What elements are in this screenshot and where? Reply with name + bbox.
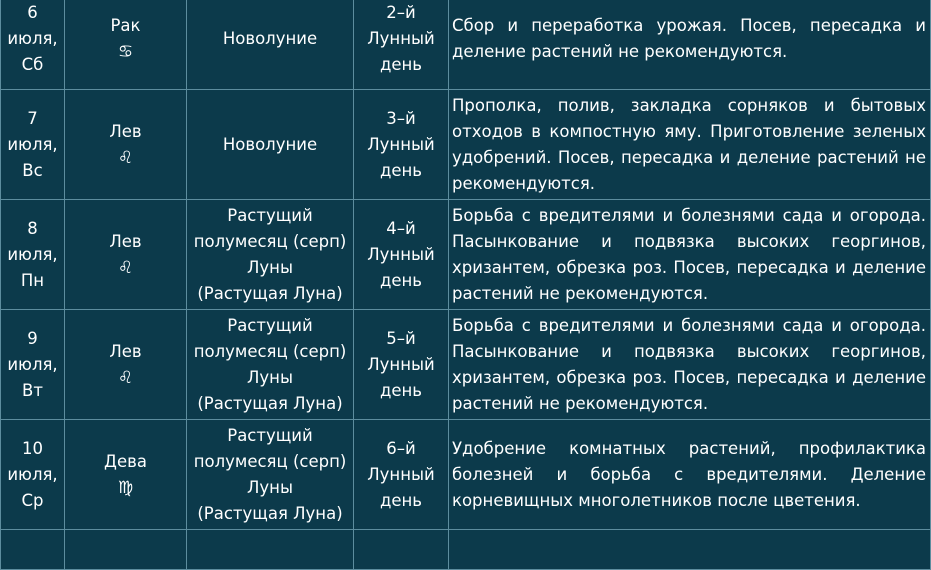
description-cell: Борьба с вредителями и болезнями сада и огорода. Пасынкование и подвязка высоких георгинов, хризантем, обрезка роз. Посев, пересадка и деление растений не рекомендуются. (449, 200, 931, 310)
lunar-day-word: день (379, 55, 423, 74)
moon-phase-line: Новолуние (222, 29, 318, 48)
table-row (1, 0, 931, 90)
description-cell: Прополка, полив, закладка сорняков и бытовых отходов в компостную яму. Приготовление зеленых удобрений. Посев, пересадка и деление растений не рекомендуются. (449, 90, 931, 200)
description-cell (449, 530, 931, 570)
leo-icon: ♌ (117, 257, 134, 278)
date-day: 6 (27, 3, 38, 22)
lunar-day-label: Лунный (367, 29, 435, 48)
moon-phase-cell (187, 90, 354, 200)
zodiac-sign-name: Лев (109, 231, 142, 251)
moon-phase-cell (187, 200, 354, 310)
lunar-day-cell (354, 530, 449, 570)
moon-phase-line: Луны (247, 257, 293, 277)
date-month: июля, (7, 354, 58, 374)
date-cell (1, 200, 65, 310)
description-cell: Удобрение комнатных растений, профилактика болезней и борьба с вредителями. Деление корневищных многолетников после цветения. (449, 420, 931, 530)
date-weekday: Сб (21, 55, 44, 74)
date-cell (1, 0, 65, 90)
date-month: июля, (7, 134, 58, 154)
moon-phase-line: Растущий (227, 315, 313, 335)
date-weekday: Вс (22, 160, 43, 180)
moon-phase-line: Растущий (227, 205, 313, 225)
moon-phase-line: Луны (247, 477, 293, 497)
moon-phase-line: полумесяц (серп) (193, 451, 347, 471)
table-row (1, 200, 931, 310)
moon-phase-cell (187, 420, 354, 530)
zodiac-cell (65, 310, 187, 420)
leo-icon: ♌ (117, 367, 134, 388)
lunar-day-number: 3–й (386, 108, 416, 128)
date-day: 7 (27, 108, 38, 128)
moon-phase-line: (Растущая Луна) (197, 283, 343, 303)
date-month: июля, (7, 464, 58, 484)
table-row (1, 310, 931, 420)
leo-icon: ♌ (117, 147, 134, 168)
lunar-day-word: день (379, 270, 423, 290)
moon-phase-cell (187, 530, 354, 570)
lunar-day-label: Лунный (367, 244, 435, 264)
moon-phase-line: Луны (247, 367, 293, 387)
zodiac-cell (65, 90, 187, 200)
moon-phase-line: Растущий (227, 425, 313, 445)
zodiac-sign-name: Дева (104, 451, 147, 471)
date-cell (1, 420, 65, 530)
table-row-partial (1, 530, 931, 570)
moon-phase-line: полумесяц (серп) (193, 231, 347, 251)
lunar-day-cell (354, 90, 449, 200)
lunar-day-label: Лунный (367, 134, 435, 154)
zodiac-sign-name: Рак (110, 16, 141, 35)
zodiac-cell (65, 200, 187, 310)
moon-phase-line: Новолуние (222, 134, 318, 154)
virgo-icon: ♍ (117, 477, 134, 498)
date-cell (1, 310, 65, 420)
date-month: июля, (7, 29, 58, 48)
lunar-day-cell (354, 310, 449, 420)
zodiac-cell (65, 530, 187, 570)
lunar-day-cell (354, 200, 449, 310)
lunar-day-word: день (379, 160, 423, 180)
zodiac-cell (65, 420, 187, 530)
description-cell: Сбор и переработка урожая. Посев, пересадка и деление растений не рекомендуются. (449, 0, 931, 90)
date-day: 9 (27, 328, 38, 348)
table-row (1, 90, 931, 200)
lunar-day-word: день (379, 380, 423, 400)
zodiac-sign-name: Лев (109, 341, 142, 361)
date-cell (1, 530, 65, 570)
date-day: 8 (27, 218, 38, 238)
moon-phase-line: полумесяц (серп) (193, 341, 347, 361)
date-month: июля, (7, 244, 58, 264)
lunar-day-word: день (379, 490, 423, 510)
description-cell: Борьба с вредителями и болезнями сада и огорода. Пасынкование и подвязка высоких георгинов, хризантем, обрезка роз. Посев, пересадка и деление растений не рекомендуются. (449, 310, 931, 420)
date-weekday: Ср (21, 490, 44, 510)
date-day: 10 (22, 438, 43, 458)
lunar-day-number: 6–й (386, 438, 416, 458)
zodiac-sign-name: Лев (109, 121, 142, 141)
lunar-day-cell (354, 420, 449, 530)
lunar-day-number: 4–й (386, 218, 416, 238)
date-weekday: Вт (22, 380, 43, 400)
moon-phase-cell (187, 0, 354, 90)
lunar-day-number: 5–й (386, 328, 416, 348)
lunar-day-label: Лунный (367, 464, 435, 484)
lunar-day-number: 2–й (386, 3, 416, 22)
moon-phase-line: (Растущая Луна) (197, 393, 343, 413)
moon-phase-cell (187, 310, 354, 420)
date-cell (1, 90, 65, 200)
lunar-day-cell (354, 0, 449, 90)
table-row (1, 420, 931, 530)
cancer-icon: ♋ (117, 42, 134, 62)
zodiac-cell (65, 0, 187, 90)
lunar-day-label: Лунный (367, 354, 435, 374)
moon-phase-line: (Растущая Луна) (197, 503, 343, 523)
date-weekday: Пн (20, 270, 45, 290)
